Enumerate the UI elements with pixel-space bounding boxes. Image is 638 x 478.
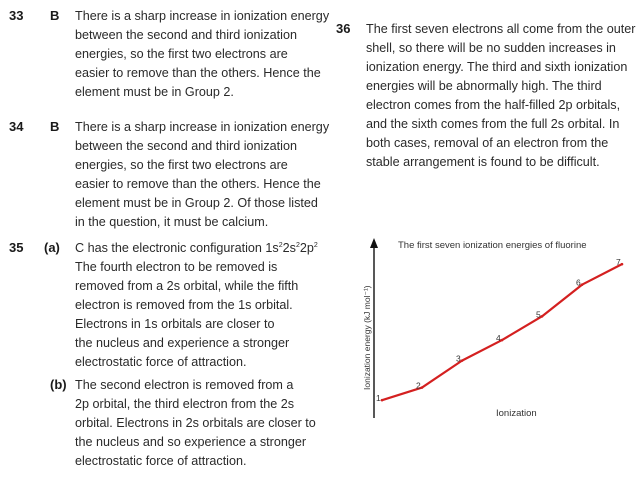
data-point-label: 7 bbox=[616, 257, 621, 268]
q35a-line: Electrons in 1s orbitals are closer to bbox=[75, 317, 275, 331]
data-point bbox=[501, 339, 504, 342]
q36-line: both cases, removal of an electron from the bbox=[366, 136, 609, 150]
question-34-number: 34 bbox=[9, 119, 24, 134]
q34-line: between the second and third ionization bbox=[75, 139, 297, 153]
data-point-label: 1 bbox=[376, 393, 381, 404]
chart-title: The first seven ionization energies of fluorine bbox=[398, 240, 587, 251]
q35b-line: electrostatic force of attraction. bbox=[75, 454, 247, 468]
chart-svg bbox=[360, 238, 635, 468]
data-point-label: 3 bbox=[456, 353, 461, 364]
question-35-part-a-label: (a) bbox=[44, 240, 60, 255]
data-point-label: 5 bbox=[536, 309, 541, 320]
electron-configuration-line bbox=[75, 239, 318, 258]
x-axis-label: Ionization bbox=[496, 408, 537, 419]
ionization-energy-chart bbox=[360, 238, 635, 468]
q36-line: shell, so there will be no sudden increases in bbox=[366, 41, 616, 55]
question-35-number: 35 bbox=[9, 240, 24, 255]
q36-line: and the sixth comes from the full 2s orbital. In bbox=[366, 117, 620, 131]
series-group bbox=[376, 257, 623, 403]
q36-line: ionization energy. The third and sixth ionization bbox=[366, 60, 628, 74]
q36-line: electron comes from the half-filled 2p orbitals, bbox=[366, 98, 621, 112]
data-point-label: 4 bbox=[496, 333, 501, 344]
y-axis-arrow-icon bbox=[370, 238, 378, 248]
q34-line: in the question, it must be calcium. bbox=[75, 215, 269, 229]
q33-line: element must be in Group 2. bbox=[75, 85, 234, 99]
q35b-line: The second electron is removed from a bbox=[75, 378, 294, 392]
config-superscript: 2 bbox=[295, 241, 300, 249]
data-point bbox=[621, 263, 624, 266]
q34-line: energies, so the first two electrons are bbox=[75, 158, 288, 172]
question-34-answer: B bbox=[50, 119, 60, 134]
config-prefix: C has the electronic configuration 1s bbox=[75, 241, 279, 255]
config-part: 2s bbox=[282, 241, 296, 255]
q33-line: between the second and third ionization bbox=[75, 28, 297, 42]
q36-line: energies will be abnormally high. The third bbox=[366, 79, 602, 93]
question-36-number: 36 bbox=[336, 21, 351, 36]
q35a-line: removed from a 2s orbital, while the fifth bbox=[75, 279, 299, 293]
question-33-answer: B bbox=[50, 8, 60, 23]
y-axis-label: Ionization energy (kJ mol⁻¹) bbox=[362, 285, 372, 390]
q34-line: There is a sharp increase in ionization energy bbox=[75, 120, 330, 134]
q33-line: There is a sharp increase in ionization energy bbox=[75, 9, 330, 23]
q36-line: The first seven electrons all come from the outer bbox=[366, 22, 636, 36]
q35a-line: The fourth electron to be removed is bbox=[75, 260, 278, 274]
q33-line: easier to remove than the others. Hence the bbox=[75, 66, 321, 80]
q35a-line: electrostatic force of attraction. bbox=[75, 355, 247, 369]
data-point-label: 2 bbox=[416, 380, 421, 391]
data-point bbox=[581, 283, 584, 286]
data-point-label: 6 bbox=[576, 277, 581, 288]
data-point bbox=[541, 315, 544, 318]
q34-line: easier to remove than the others. Hence the bbox=[75, 177, 321, 191]
question-35-part-b-label: (b) bbox=[50, 377, 67, 392]
q35a-line: the nucleus and experience a stronger bbox=[75, 336, 290, 350]
q35b-line: orbital. Electrons in 2s orbitals are closer to bbox=[75, 416, 316, 430]
config-superscript: 2 bbox=[313, 241, 318, 249]
data-point bbox=[381, 399, 384, 402]
q34-line: element must be in Group 2. Of those listed bbox=[75, 196, 318, 210]
config-part: 2p bbox=[299, 241, 314, 255]
q35a-line: electron is removed from the 1s orbital. bbox=[75, 298, 293, 312]
data-point bbox=[421, 386, 424, 389]
data-point bbox=[461, 359, 464, 362]
q33-line: energies, so the first two electrons are bbox=[75, 47, 288, 61]
q35b-line: 2p orbital, the third electron from the 2s bbox=[75, 397, 295, 411]
q36-line: stable arrangement is found to be difficult. bbox=[366, 155, 600, 169]
config-superscript: 2 bbox=[278, 241, 283, 249]
q35b-line: the nucleus and so experience a stronger bbox=[75, 435, 307, 449]
question-33-number: 33 bbox=[9, 8, 24, 23]
